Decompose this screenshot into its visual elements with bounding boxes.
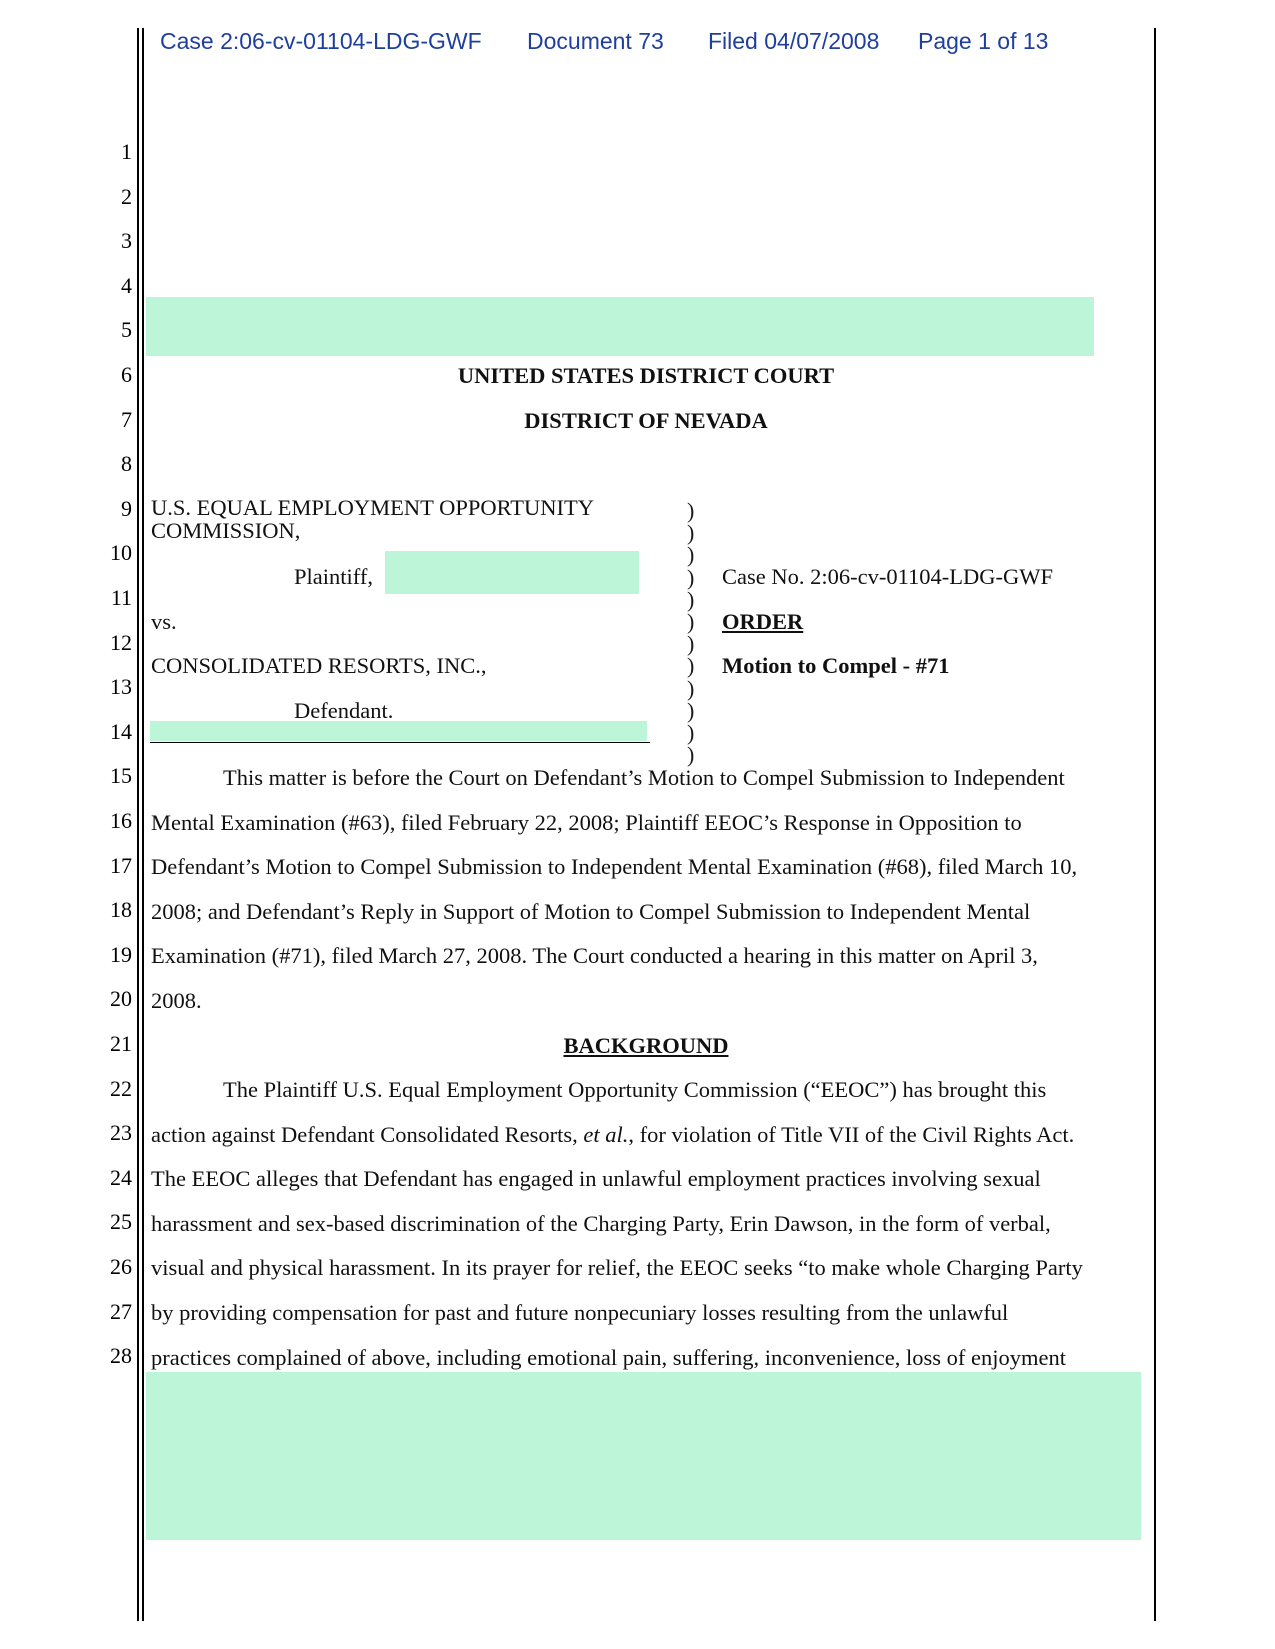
line-number: 5	[121, 317, 132, 343]
versus-label: vs.	[151, 609, 177, 634]
para1-line2: Mental Examination (#63), filed February 22, 2008; Plaintiff EEOC’s Response in Opposition to	[151, 810, 1022, 835]
line-number: 13	[110, 674, 132, 700]
line-number: 17	[110, 852, 132, 878]
background-heading: BACKGROUND	[563, 1033, 729, 1058]
header-case-number: Case 2:06-cv-01104-LDG-GWF	[160, 28, 482, 54]
header-document-number: Document 73	[527, 28, 664, 54]
line-number: 18	[110, 897, 132, 923]
left-margin-rule-2	[142, 28, 144, 1621]
caption-paren: )	[687, 542, 695, 568]
order-title: ORDER	[722, 609, 804, 634]
header-page-count: Page 1 of 13	[918, 28, 1049, 54]
highlight-block-plaintiff	[385, 551, 639, 594]
caption-paren: )	[687, 498, 695, 523]
para2-line1: The Plaintiff U.S. Equal Employment Opportunity Commission (“EEOC”) has brought this	[223, 1077, 1047, 1102]
line-number: 10	[110, 540, 132, 566]
highlight-block-defendant	[150, 721, 647, 741]
line-number: 14	[110, 718, 132, 744]
highlight-block-top	[146, 297, 1094, 356]
para2-line5: visual and physical harassment. In its prayer for relief, the EEOC seeks “to make whole Charging Party	[151, 1255, 1083, 1280]
caption-bottom-rule	[150, 742, 650, 743]
line-number: 4	[121, 272, 132, 298]
para2-line2-italic: et al.	[583, 1122, 629, 1147]
caption-paren: )	[687, 720, 695, 745]
ecf-header	[160, 28, 1118, 62]
para1-line3: Defendant’s Motion to Compel Submission to Independent Mental Examination (#68), filed March 10,	[151, 854, 1078, 879]
caption-paren: )	[687, 631, 695, 657]
para1-line4: 2008; and Defendant’s Reply in Support of Motion to Compel Submission to Independent Mental	[151, 899, 1031, 924]
left-margin-rule-1	[137, 28, 139, 1621]
line-number: 1	[121, 139, 132, 164]
caption-paren: )	[687, 564, 695, 590]
highlight-block-bottom	[146, 1372, 1141, 1540]
plaintiff-role: Plaintiff,	[294, 564, 373, 589]
court-district: DISTRICT OF NEVADA	[524, 408, 768, 433]
para1-line1: This matter is before the Court on Defendant’s Motion to Compel Submission to Independent	[223, 765, 1065, 790]
line-number: 15	[110, 763, 132, 789]
caption-paren: )	[687, 675, 695, 701]
line-number: 12	[110, 629, 132, 655]
para2-line4: harassment and sex-based discrimination of the Charging Party, Erin Dawson, in the form of verbal,	[151, 1211, 1051, 1236]
line-number: 27	[110, 1298, 132, 1324]
line-number: 21	[110, 1031, 132, 1056]
para2-line6: by providing compensation for past and future nonpecuniary losses resulting from the unlawful	[151, 1300, 1009, 1325]
plaintiff-name-line2: COMMISSION,	[151, 518, 301, 543]
caption-paren: )	[687, 697, 695, 723]
line-number: 8	[121, 451, 132, 477]
line-number: 11	[110, 585, 132, 610]
right-margin-rule	[1154, 28, 1156, 1621]
defendant-name: CONSOLIDATED RESORTS, INC.,	[151, 653, 487, 678]
line-number: 23	[110, 1120, 132, 1146]
para2-line2-text: action against Defendant Consolidated Resorts,	[151, 1122, 584, 1147]
line-number: 25	[110, 1209, 132, 1235]
defendant-role: Defendant.	[294, 698, 394, 723]
line-number: 20	[110, 986, 132, 1012]
header-filed-date: Filed 04/07/2008	[708, 28, 880, 54]
line-number: 9	[121, 495, 132, 521]
court-name: UNITED STATES DISTRICT COURT	[457, 363, 835, 388]
line-number: 22	[110, 1075, 132, 1101]
para2-line3: The EEOC alleges that Defendant has engaged in unlawful employment practices involving sexual	[151, 1166, 1041, 1191]
caption-paren: )	[687, 609, 695, 634]
line-number: 28	[110, 1343, 132, 1369]
line-number: 2	[121, 183, 132, 209]
caption-paren: )	[687, 520, 695, 546]
line-number: 26	[110, 1254, 132, 1279]
line-number: 6	[121, 362, 132, 387]
line-number: 24	[110, 1164, 132, 1190]
case-number: Case No. 2:06-cv-01104-LDG-GWF	[722, 564, 1053, 589]
caption-paren: )	[687, 653, 695, 679]
plaintiff-name-line1: U.S. EQUAL EMPLOYMENT OPPORTUNITY	[151, 495, 595, 520]
para2-line2-tail: , for violation of Title VII of the Civil Rights Act.	[628, 1122, 1075, 1147]
para1-line6: 2008.	[151, 988, 202, 1013]
caption-paren: )	[687, 742, 695, 768]
line-number: 16	[110, 808, 132, 833]
line-number: 19	[110, 941, 132, 967]
para1-line5: Examination (#71), filed March 27, 2008. The Court conducted a hearing in this matter on April 3,	[151, 943, 1038, 968]
line-number: 7	[121, 406, 132, 432]
line-number: 3	[121, 228, 132, 254]
para2-line7: practices complained of above, including emotional pain, suffering, inconvenience, loss of enjoyment	[151, 1345, 1066, 1370]
para2-line2	[151, 1122, 1074, 1148]
motion-title: Motion to Compel - #71	[722, 653, 950, 678]
caption-paren: )	[687, 586, 695, 612]
